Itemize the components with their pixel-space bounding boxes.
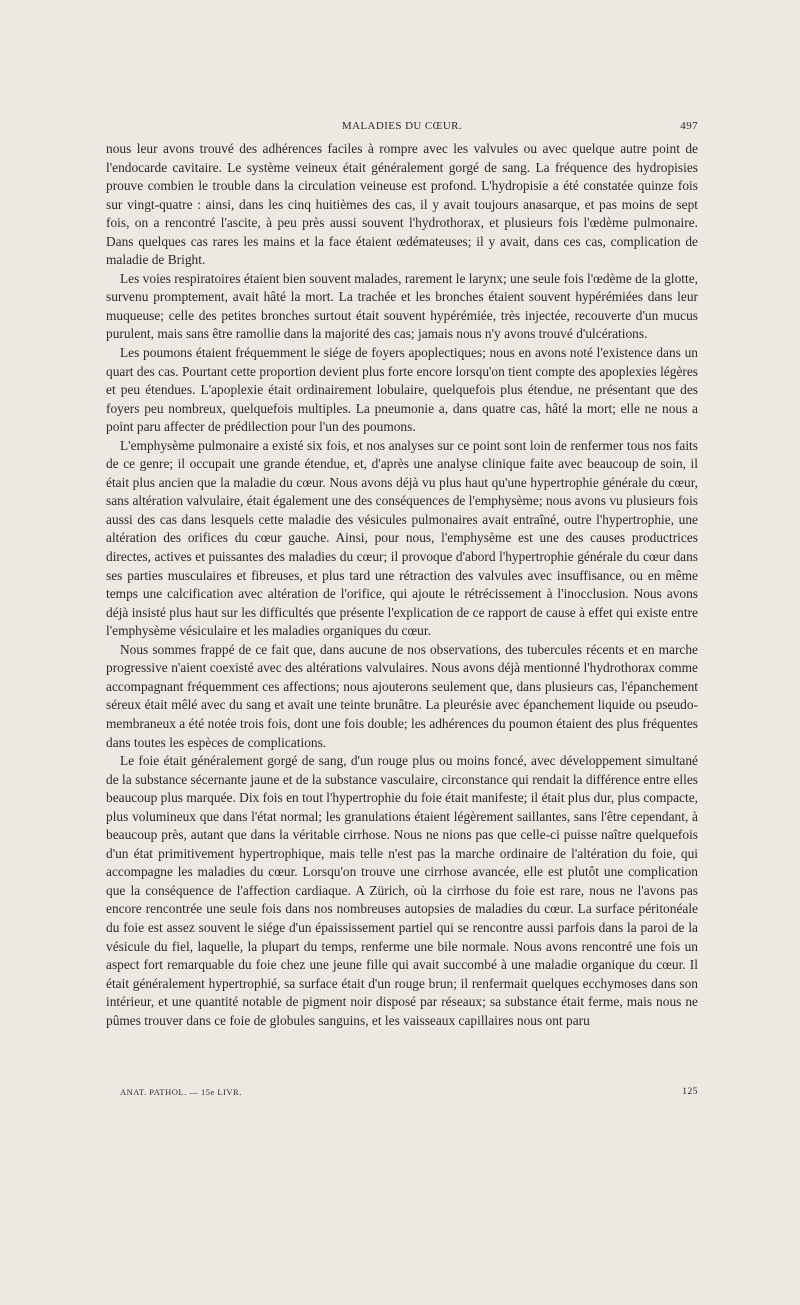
paragraph: Nous sommes frappé de ce fait que, dans aucune de nos observations, des tubercules récents et en marche progressive n'aient coexisté avec des altérations valvulaires. Nous avons déjà mentionné l'hydrothorax comme accompagnant fréquemment ces affections; nous ajouterons seulement que, dans plusieurs cas, l'épanchement séreux était mêlé avec du sang et avait une teinte brunâtre. La pleurésie avec épanchement liquide ou pseudo-membraneux a été notée trois fois, dont une fois double; les adhérences du poumon étaient des plus fréquentes dans toutes les espèces de complications. [106, 641, 698, 750]
paragraph: Les poumons étaient fréquemment le siége de foyers apoplectiques; nous en avons noté l'existence dans un quart des cas. Pourtant cette proportion devient plus forte encore lorsqu'on tient compte des apoplexies légères et peu étendues. L'apoplexie était ordinairement lobulaire, quelquefois plus étendue, ne présentant que des foyers peu nombreux, quelquefois multiples. La pneumonie a, dans quatre cas, hâté la mort; elle ne nous a point paru affecter de prédilection pour l'un des poumons. [106, 345, 698, 435]
page-number: 497 [680, 120, 698, 132]
paragraph: Le foie était généralement gorgé de sang, d'un rouge plus ou moins foncé, avec développement simultané de la substance sécernante jaune et de la substance vasculaire, circonstance qui rendait la différence entre elles beaucoup plus marquée. Dix fois en tout l'hypertrophie du foie était manifeste; il était plus dur, plus compacte, plus volumineux que dans l'état normal; les granulations étaient légèrement saillantes, sans l'être cependant, à beaucoup près, autant que dans la véritable cirrhose. Nous ne nions pas que celle-ci puisse naître quelquefois d'un état primitivement hypertrophique, mais telle n'est pas la marche ordinaire de l'altération du foie, qui accompagne les maladies du cœur. Lorsqu'on trouve une cirrhose avancée, elle est plutôt une complication que la conséquence de l'affection cardiaque. A Zürich, où la cirrhose du foie est rare, nous ne l'avons pas encore rencontrée une seule fois dans nos nombreuses autopsies de maladies du cœur. La surface péritonéale du foie est assez souvent le siége d'un épaississement partiel qui se rencontre aussi parfois dans la paroi de la vésicule du fiel, laquelle, la plupart du temps, renferme une bile normale. Nous avons rencontré une fois un aspect fort remarquable du foie chez une jeune fille qui avait succombé à une maladie organique du cœur. Il était généralement hypertrophié, sa surface était d'un rouge brun; il renfermait quelques ecchymoses dans son intérieur, et une quantité notable de pigment noir disposé par réseaux; sa substance était ferme, mais nous ne pûmes trouver dans ce foie de globules sanguins, et les vaisseaux capillaires nous ont paru [106, 753, 698, 1028]
running-head [106, 120, 698, 136]
sheet-number: 125 [682, 1087, 698, 1097]
running-title: MALADIES DU CŒUR. [341, 120, 463, 132]
page-footer [106, 1087, 698, 1101]
paragraph: nous leur avons trouvé des adhérences faciles à rompre avec les valvules ou avec quelque autre point de l'endocarde cavitaire. Le système veineux était généralement gorgé de sang. La fréquence des hydropisies prouve combien le trouble dans la circulation veineuse est profond. L'hydropisie a été constatée quinze fois sur vingt-quatre : ainsi, dans les cinq huitièmes des cas, il y avait toujours anasarque, et pas moins de sept fois, on a rencontré l'ascite, à peu près aussi souvent l'hydrothorax, et plusieurs fois l'œdème pulmonaire. Dans quelques cas rares les mains et la face étaient œdémateuses; il y avait, dans ces cas, complication de maladie de Bright. [106, 141, 698, 268]
paragraph: Les voies respiratoires étaient bien souvent malades, rarement le larynx; une seule fois l'œdème de la glotte, survenu promptement, avait hâté la mort. La trachée et les bronches étaient souvent hypérémiées dans leur muqueuse; celle des petites bronches surtout était souvent hypérémiée, très injectée, recouverte d'un mucus purulent, mais sans être ramollie dans la majorité des cas; jamais nous n'y avons trouvé d'ulcérations. [106, 270, 699, 342]
paragraph: L'emphysème pulmonaire a existé six fois, et nos analyses sur ce point sont loin de renfermer tous nos faits de ce genre; il occupait une grande étendue, et, d'après une analyse clinique faite avec beaucoup de soin, il était plus ancien que la maladie du cœur. Nous avons déjà vu plus haut qu'une hypertrophie générale du cœur, sans altération valvulaire, était également une des conséquences de l'emphysème; nous avons vu plusieurs fois aussi des cas dans lesquels cette maladie des vésicules pulmonaires avait entraîné, outre l'hypertrophie, une altération des orifices du cœur gauche. Ainsi, pour nous, l'emphysème est une des causes productrices directes, actives et puissantes des maladies du cœur; il provoque d'abord l'hypertrophie générale du cœur dans ses parties musculaires et fibreuses, et plus tard une rétraction des valvules avec insuffisance, ou en même temps une calcification avec altération de l'orifice, qui ajoute le rétrécissement à l'inocclusion. Nous avons déjà insisté plus haut sur les difficultés que présente l'explication de ce rapport de cause à effet qui existe entre l'emphysème vésiculaire et les maladies organiques du cœur. [106, 437, 698, 639]
body-text [106, 140, 698, 1030]
printer-signature: ANAT. PATHOL. — 15e LIVR. [120, 1087, 242, 1097]
